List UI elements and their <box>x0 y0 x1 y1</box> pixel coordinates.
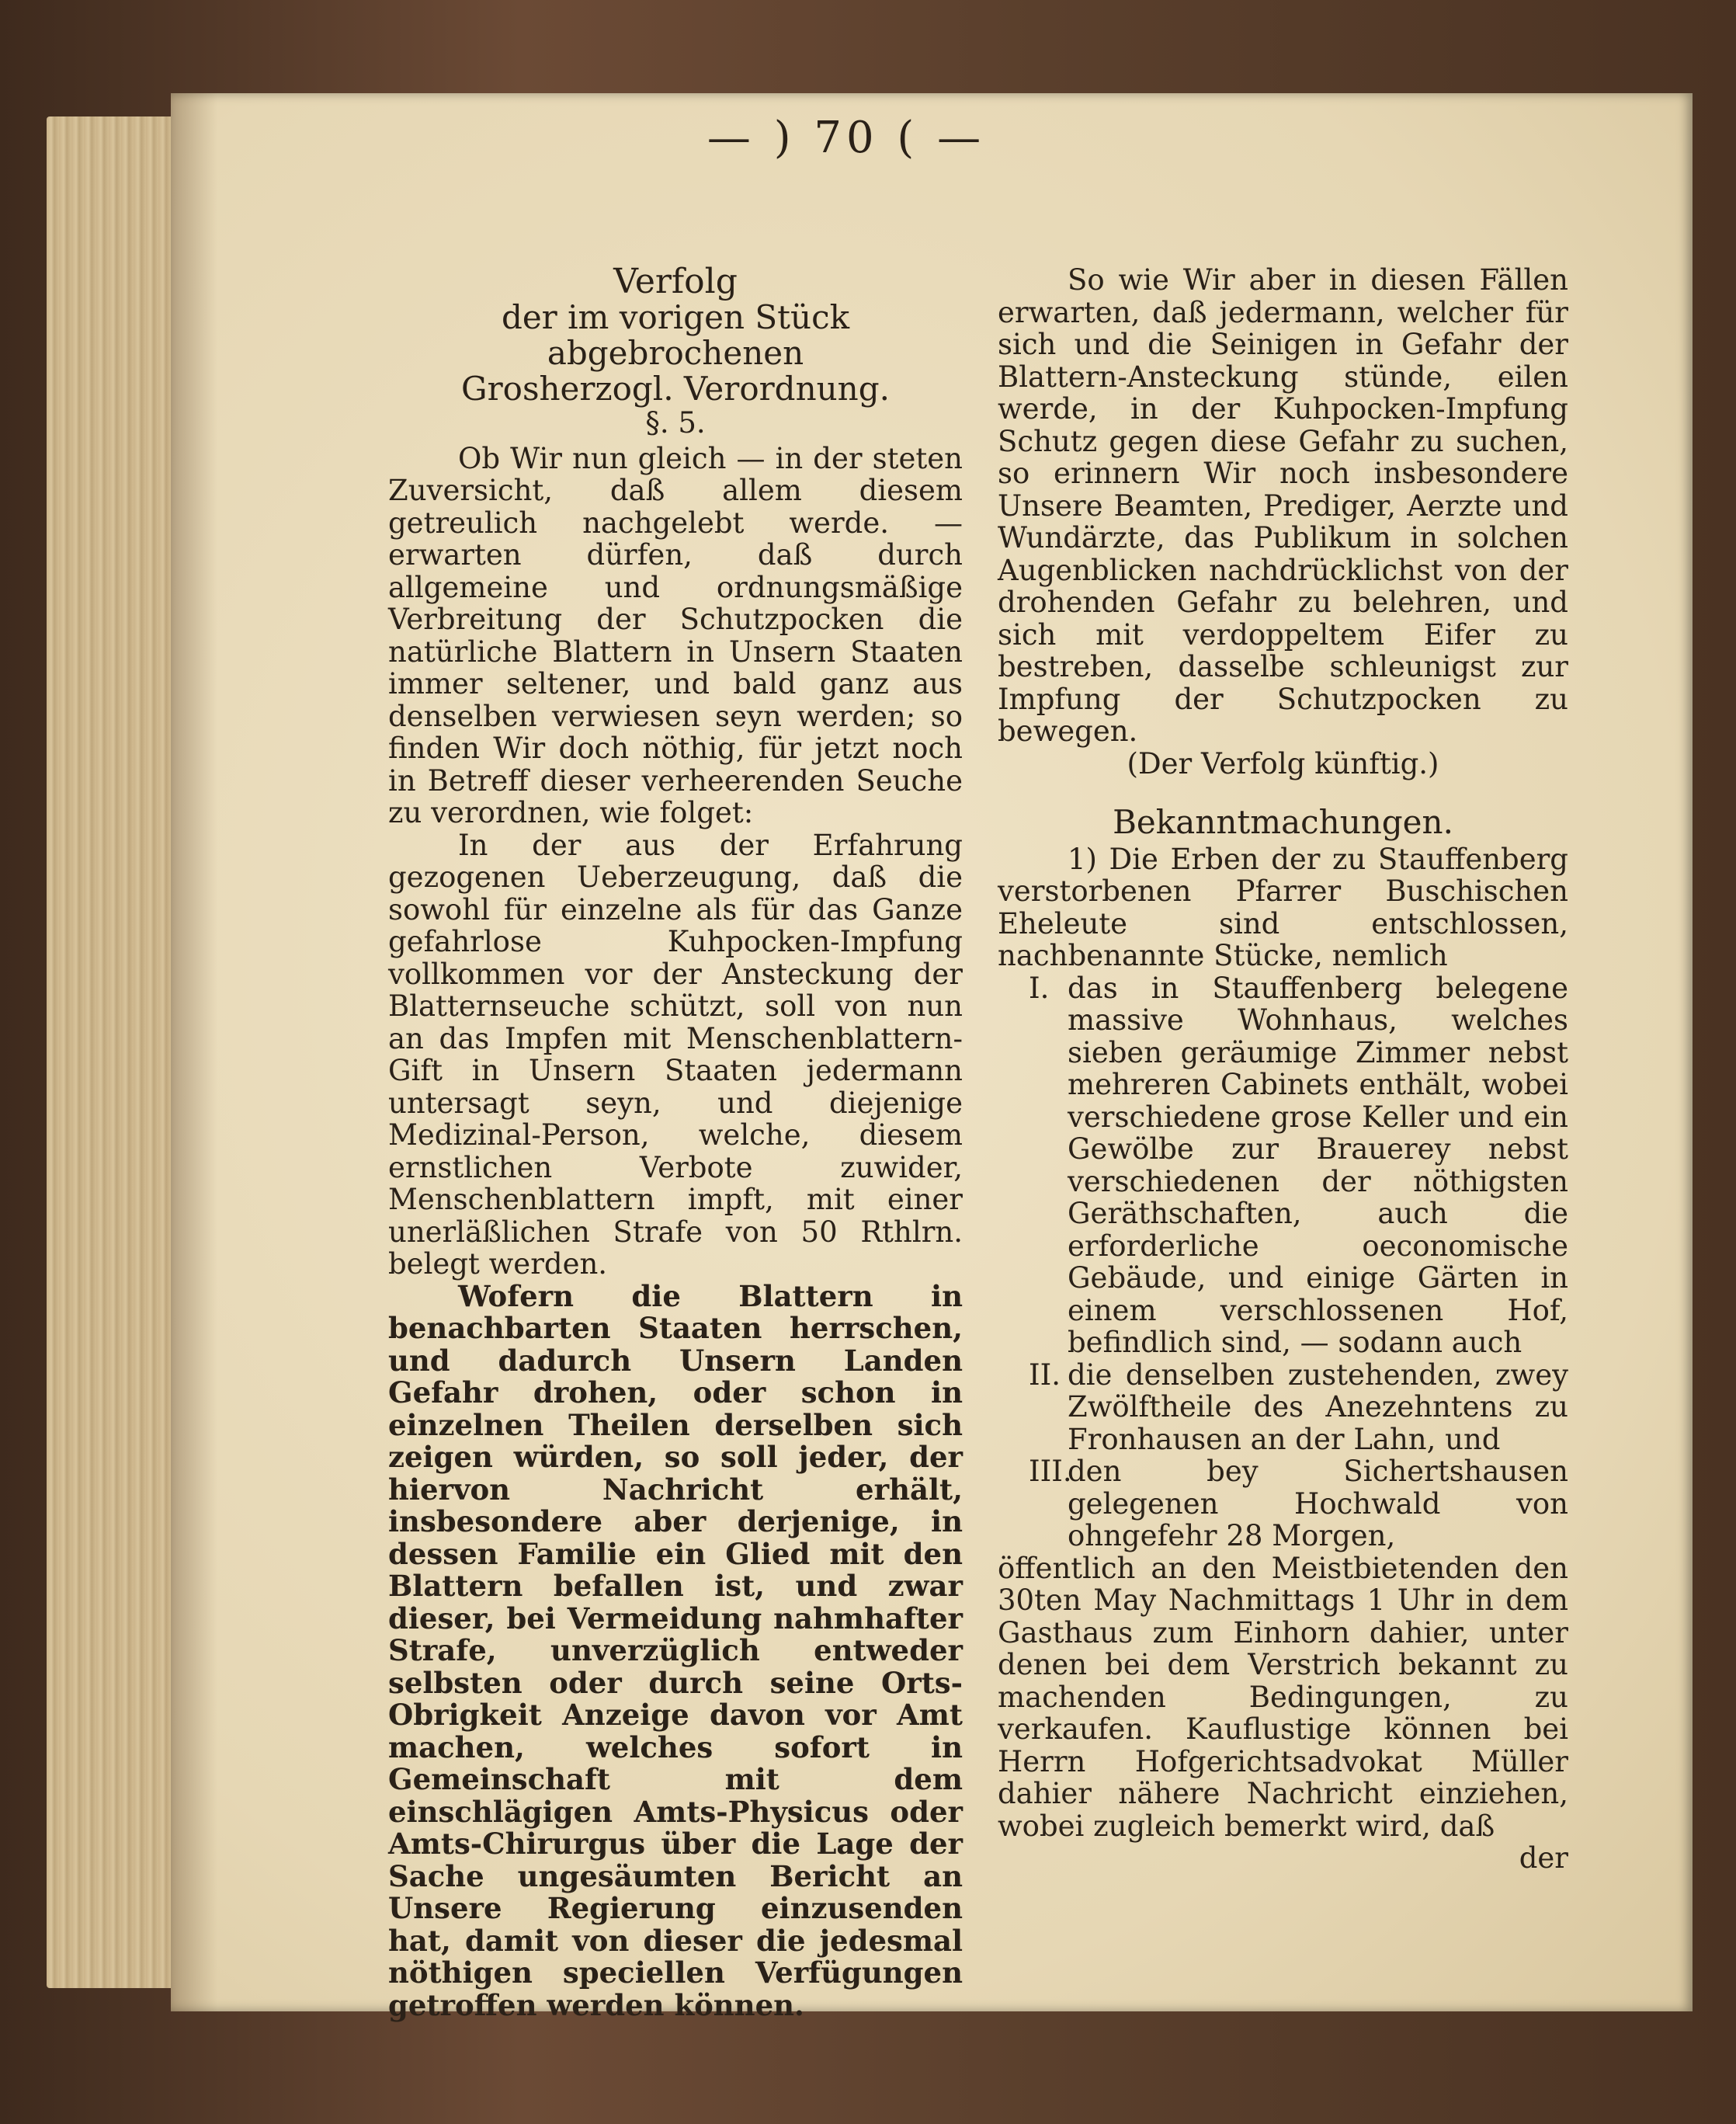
title-line-1: Verfolg <box>613 262 738 301</box>
list-item-text: die denselben zustehenden, zwey Zwölftheile des Anezehntens zu Fronhausen an der Lahn, und <box>1068 1357 1568 1456</box>
title-line-2: der im vorigen Stück abgebrochenen <box>501 298 850 372</box>
list-item-number: II. <box>1029 1357 1061 1392</box>
paragraph: öffentlich an den Meistbietenden den 30ten May Nachmittags 1 Uhr in dem Gasthaus zum Einhorn dahier, unter denen bei dem Verstrich bekannt zu machenden Bedingungen, zu verkaufen. Kauflustige können bei Herrn Hofgerichtsadvokat Müller dahier nähere Nachricht einziehen, wobei zugleich bemerkt wird, daß <box>998 1551 1568 1843</box>
section-heading: Bekanntmachungen. <box>1113 803 1453 841</box>
right-column <box>998 264 1568 1875</box>
paragraph: Ob Wir nun gleich — in der steten Zuversicht, daß allem diesem getreulich nachgelebt werde. — erwarten dürfen, daß durch allgemeine und ordnungsmäßige Verbreitung der Schutzpocken die natürliche Blattern in Unsern Staaten immer seltener, und bald ganz aus denselben verwiesen seyn werden; so finden Wir doch nöthig, für jetzt noch in Betreff dieser verheerenden Seuche zu verordnen, wie folget: <box>388 441 963 829</box>
list-item <box>998 1455 1568 1552</box>
paragraph: Wofern die Blattern in benachbarten Staaten herrschen, und dadurch Unsern Landen Gefahr drohen, oder schon in einzelnen Theilen derselben sich zeigen würden, so soll jeder, der hiervon Nachricht erhält, insbesondere aber derjenige, in dessen Familie ein Glied mit den Blattern befallen ist, und zwar dieser, bei Vermeidung nahmhafter Strafe, unverzüglich entweder selbsten oder durch seine Orts-Obrigkeit Anzeige davon vor Amt machen, welches sofort in Gemeinschaft mit dem einschlägigen Amts-Physicus oder Amts-Chirurgus über die Lage der Sache ungesäumten Bericht an Unsere Regierung einzusenden hat, damit von dieser die jedesmal nöthigen speciellen Verfügungen getroffen werden können. <box>388 1278 963 2022</box>
list-item <box>998 1359 1568 1456</box>
notice-intro: 1) Die Erben der zu Stauffenberg verstorbenen Pfarrer Buschischen Eheleute sind entschlossen, nachbenannte Stücke, nemlich <box>998 842 1568 972</box>
left-column <box>388 264 963 2021</box>
list-item-number: III. <box>1029 1455 1072 1488</box>
list-item-text: den bey Sichertshausen gelegenen Hochwald von ohngefehr 28 Morgen, <box>1068 1455 1568 1552</box>
section-number: §. 5. <box>645 406 706 440</box>
spine-shadow <box>171 93 217 2011</box>
paragraph: So wie Wir aber in diesen Fällen erwarten, daß jedermann, welcher für sich und die Seinigen in Gefahr der Blattern-Ansteckung stünde, eilen werde, in der Kuhpocken-Impfung Schutz gegen diese Gefahr zu suchen, so erinnern Wir noch insbesondere Unsere Beamten, Prediger, Aerzte und Wundärzte, das Publikum in solchen Augenblicken nachdrücklichst von der drohenden Gefahr zu belehren, und sich mit verdoppeltem Eifer zu bestreben, dasselbe schleunigst zur Impfung der Schutzpocken zu bewegen. <box>998 263 1568 748</box>
list-item-number: I. <box>1029 971 1050 1005</box>
catchword: der <box>1519 1841 1568 1875</box>
page-number: — ) 70 ( — <box>707 113 986 163</box>
list-item-text: das in Stauffenberg belegene massive Wohnhaus, welches sieben geräumige Zimmer nebst mehreren Cabinets enthält, wobei verschiedene grose Keller und ein Gewölbe zur Brauerey nebst verschiedenen der nöthigsten Geräthschaften, auch die erforderliche oeconomische Gebäude, und einige Gärten in einem verschlossenen Hof, befindlich sind, — sodann auch <box>1068 971 1568 1359</box>
list-item <box>998 972 1568 1359</box>
paragraph: In der aus der Erfahrung gezogenen Ueberzeugung, daß die sowohl für einzelne als für das Ganze gefahrlose Kuhpocken-Impfung vollkommen vor der Ansteckung der Blatternseuche schützt, soll von nun an das Impfen mit Menschenblattern-Gift in Unsern Staaten jedermann untersagt seyn, und diejenige Medizinal-Person, welche, diesem ernstlichen Verbote zuwider, Menschenblattern impft, mit einer unerläßlichen Strafe von 50 Rthlrn. belegt werden. <box>388 828 963 1281</box>
title-line-3: Grosherzogl. Verordnung. <box>461 370 890 408</box>
continuation-note: (Der Verfolg künftig.) <box>1127 746 1439 780</box>
